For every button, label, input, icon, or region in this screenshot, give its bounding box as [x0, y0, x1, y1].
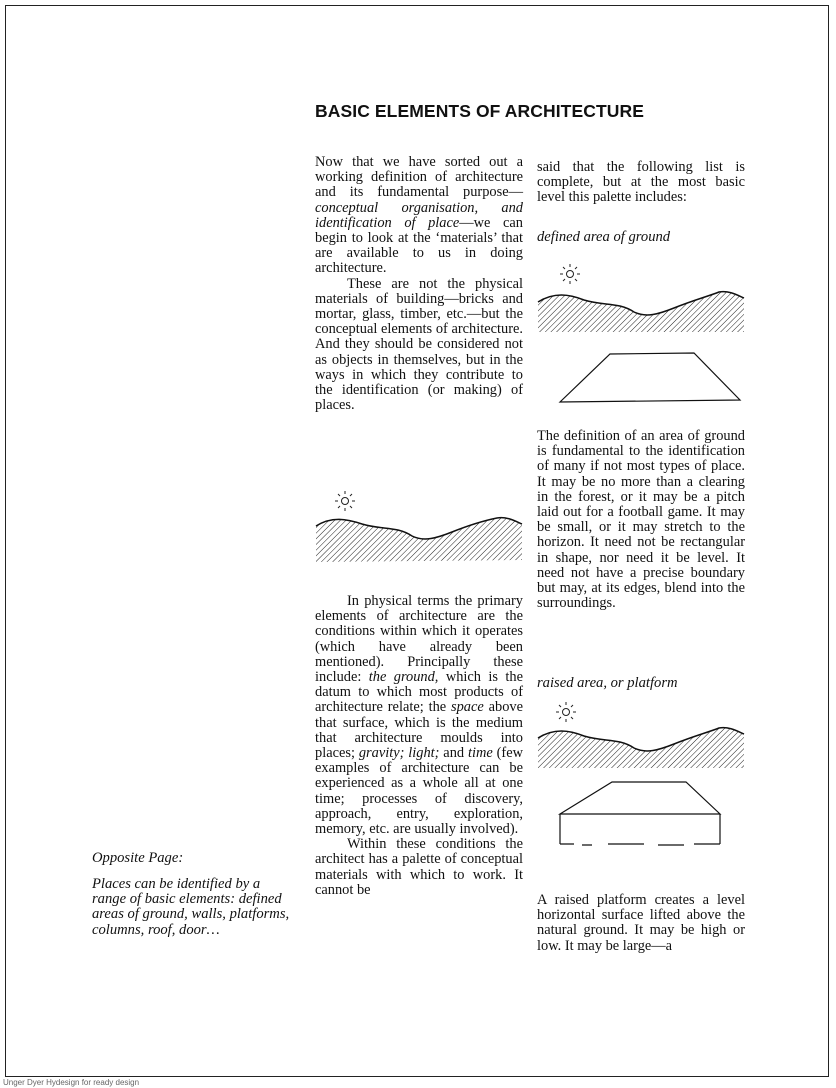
ground-illustration [312, 486, 524, 566]
caption-defined-area-of-ground: defined area of ground [537, 229, 671, 245]
body-column-2-intro: said that the following list is complete, but at the most basic level this palette includes: [537, 159, 745, 206]
body-column-2-ground-text: The definition of an area of ground is fundamental to the identification of many if not most types of place. It may be no more than a clearing in the forest, or it may be a pitch laid out for a football game. It may be small, or it may stretch to the horizon. It need not be rectangular in shape, nor need it be level. It need not have a precise boundary but may, at its edges, blend into the surroundings. [537, 428, 745, 612]
caption-raised-platform: raised area, or platform [537, 675, 678, 691]
sun-icon [556, 702, 576, 722]
sidenote-body: Places can be identified by a range of basic elements: defined areas of ground, walls, platforms, columns, roof, door… [92, 876, 290, 938]
page-footer: Unger Dyer Hydesign for ready design [3, 1078, 140, 1087]
body-column-2-platform-text: A raised platform creates a level horizontal surface lifted above the natural ground. It may be high or low. It may be large—a [537, 892, 745, 954]
sun-icon [335, 491, 355, 511]
page-heading: BASIC ELEMENTS OF ARCHITECTURE [315, 101, 645, 121]
sun-icon [560, 264, 580, 284]
sidenote-title: Opposite Page: [92, 850, 184, 866]
body-column-1-bottom: In physical terms the primary elements of architecture are the conditions within which it operates (which have already been mentioned). Principally these include: the ground, which is the datum to which most products of architecture relate; the space above that surface, which is the medium that architecture moulds into places; gravity; light; and time (few examples of architecture can be experienced as a whole all at one time; processes of discovery, approach, entry, exploration, memory, etc. are usually involved). Within these conditions the architect has a palette of conceptual materials with which to work. It cannot be [315, 593, 523, 898]
raised-platform-illustration [534, 698, 746, 854]
body-column-1-top: Now that we have sorted out a working definition of architecture and its fundamental purpose—conceptual organisation, and identification of place—we can begin to look at the ‘materials’ that are available to us in doing architecture. These are not the physical materials of building—bricks and mortar, glass, timber, etc.—but the conceptual elements of architecture. And they should be considered not as objects in themselves, but in the ways in which they contribute to the identification (or making) of places. [315, 154, 523, 414]
defined-ground-illustration [534, 258, 746, 408]
